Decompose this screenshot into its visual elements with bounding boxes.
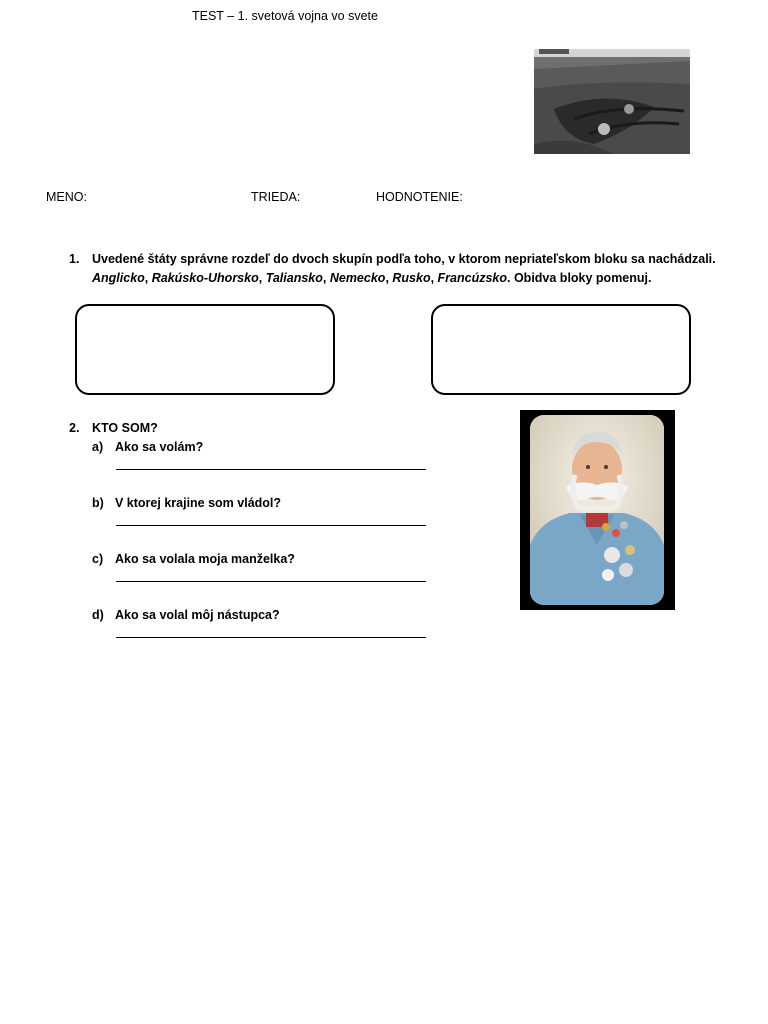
question-1-text [92, 250, 752, 288]
portrait-image [520, 410, 675, 610]
question-2-title: KTO SOM? [92, 421, 158, 435]
name-label: MENO: [46, 190, 87, 204]
grade-label: HODNOTENIE: [376, 190, 463, 204]
question-1-line-2: Anglicko, Rakúsko-Uhorsko, Taliansko, Nemecko, Rusko, Francúzsko. Obidva bloky pomenuj. [92, 271, 652, 285]
country-name: Rusko [392, 271, 431, 285]
country-name: Rakúsko-Uhorsko [151, 271, 259, 285]
question-1-number: 1. [69, 252, 80, 266]
emperor-portrait-illustration [530, 415, 664, 605]
question-1-line-1: Uvedené štáty správne rozdeľ do dvoch skupín podľa toho, v ktorom nepriateľskom bloku sa nachádzali. [92, 252, 716, 266]
portrait-inner [530, 415, 664, 605]
answer-line[interactable] [116, 637, 426, 638]
country-name: Taliansko [265, 271, 323, 285]
page-title: TEST – 1. svetová vojna vo svete [192, 9, 378, 23]
trench-soldiers-image [534, 49, 690, 154]
answer-box-right[interactable] [431, 304, 691, 395]
sub-question-letter: c) [92, 552, 104, 566]
answer-box-left[interactable] [75, 304, 335, 395]
country-name: Nemecko [329, 271, 386, 285]
class-label: TRIEDA: [251, 190, 301, 204]
country-name: Francúzsko [437, 271, 508, 285]
sub-question-text: V ktorej krajine som vládol? [115, 496, 282, 510]
sub-question-text: Ako sa volala moja manželka? [115, 552, 295, 566]
answer-line[interactable] [116, 469, 426, 470]
answer-line[interactable] [116, 525, 426, 526]
sub-question-letter: a) [92, 440, 104, 454]
sub-question-text: Ako sa volám? [115, 440, 204, 454]
sub-question-letter: b) [92, 496, 104, 510]
war-photo [534, 49, 690, 154]
country-name: Anglicko [92, 271, 145, 285]
question-2-number: 2. [69, 421, 80, 435]
sub-question-text: Ako sa volal môj nástupca? [115, 608, 280, 622]
answer-line[interactable] [116, 581, 426, 582]
sub-question-letter: d) [92, 608, 104, 622]
